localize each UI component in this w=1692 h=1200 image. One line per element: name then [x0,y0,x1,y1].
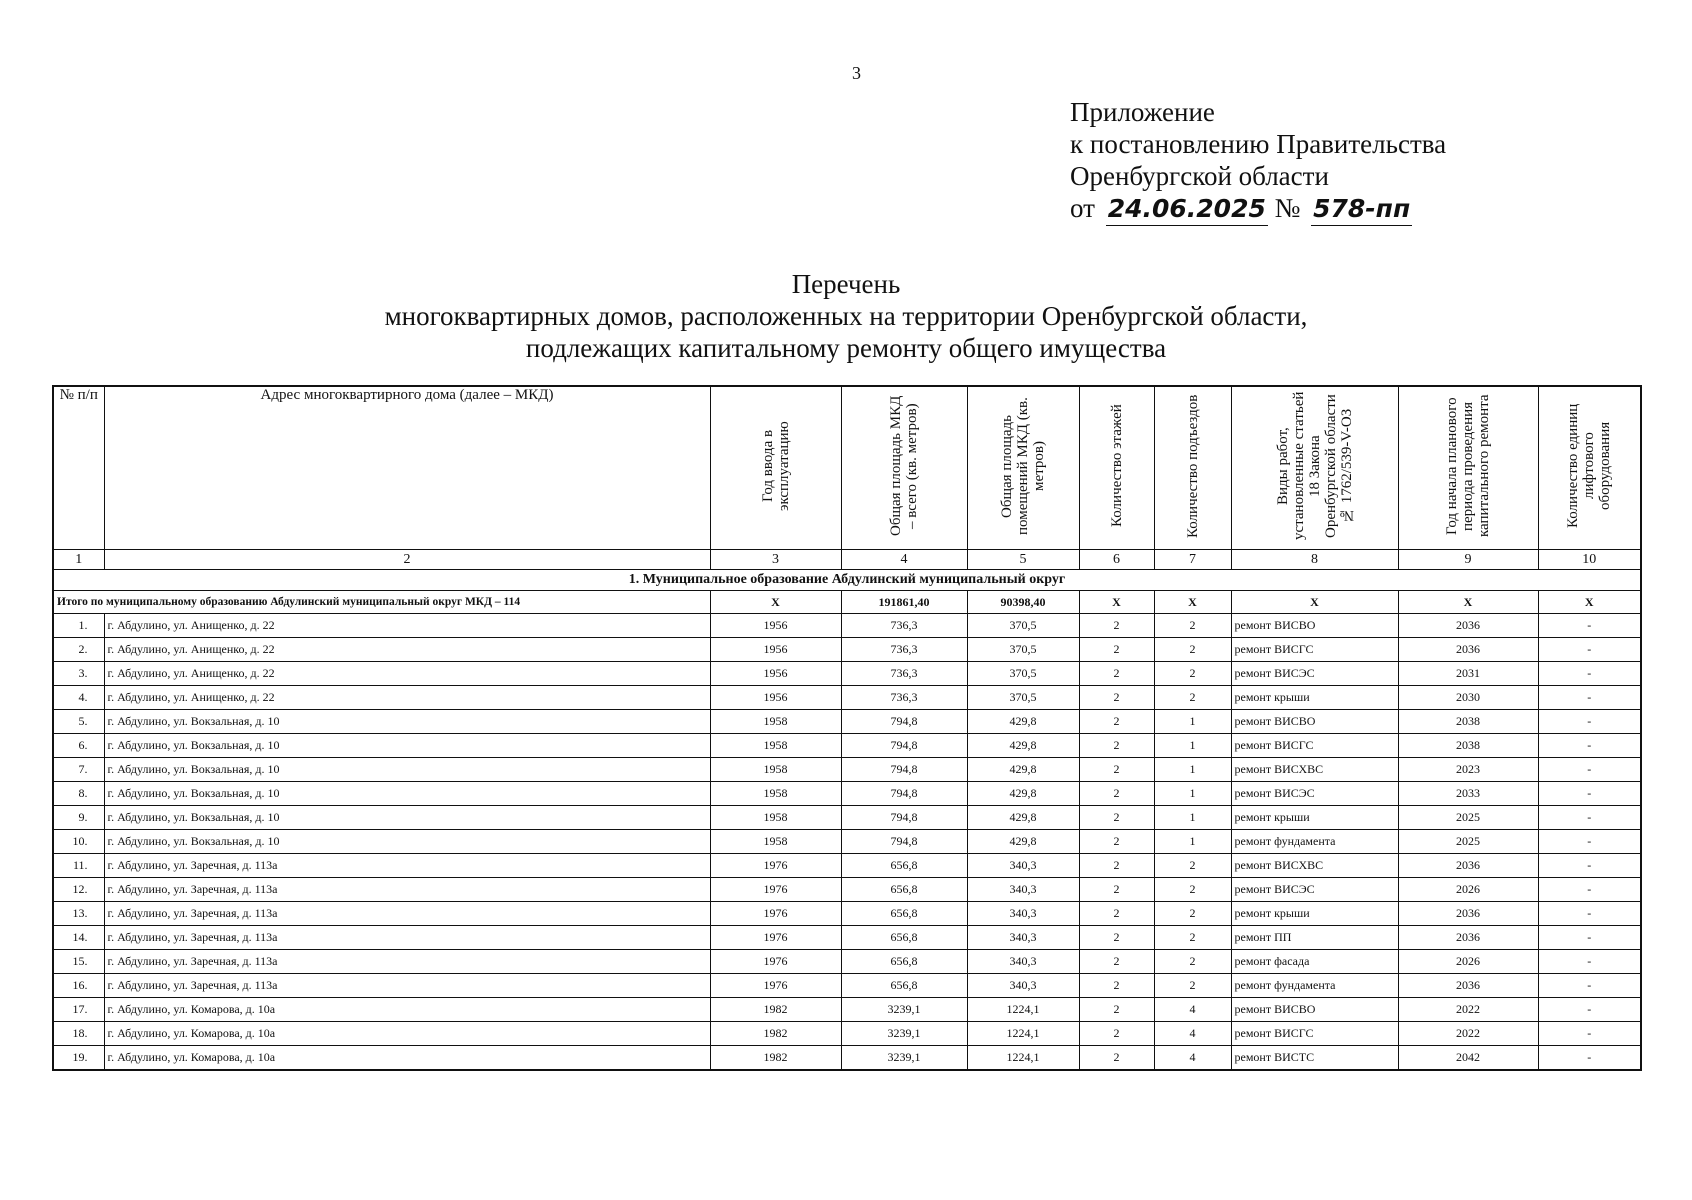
row-area-rooms: 370,5 [967,686,1079,710]
row-entrances: 2 [1154,686,1231,710]
row-year: 1958 [710,734,841,758]
row-area-total: 3239,1 [841,1022,967,1046]
row-area-total: 3239,1 [841,1046,967,1071]
row-start-year: 2036 [1398,902,1538,926]
row-area-rooms: 429,8 [967,710,1079,734]
row-year: 1976 [710,878,841,902]
row-floors: 2 [1079,782,1154,806]
row-entrances: 4 [1154,1046,1231,1071]
column-number: 5 [967,550,1079,570]
row-start-year: 2025 [1398,806,1538,830]
row-start-year: 2036 [1398,974,1538,998]
handwritten-number: 578-пп [1311,193,1412,226]
table-row [53,806,1641,830]
column-number: 10 [1538,550,1641,570]
row-year: 1976 [710,950,841,974]
row-index: 11. [53,854,104,878]
row-entrances: 1 [1154,710,1231,734]
row-address: г. Абдулино, ул. Анищенко, д. 22 [104,662,710,686]
header-area-total: Общая площадь МКД – всего (кв. метров) [841,386,967,550]
header-start-year: Год начала планового периода проведения капитального ремонта [1398,386,1538,550]
row-floors: 2 [1079,926,1154,950]
row-year: 1976 [710,854,841,878]
row-area-total: 794,8 [841,806,967,830]
table-row [53,782,1641,806]
row-lifts: - [1538,902,1641,926]
row-year: 1976 [710,902,841,926]
row-address: г. Абдулино, ул. Вокзальная, д. 10 [104,782,710,806]
row-start-year: 2026 [1398,950,1538,974]
row-floors: 2 [1079,806,1154,830]
table-row [53,638,1641,662]
row-work-type: ремонт крыши [1231,806,1398,830]
table-row [53,878,1641,902]
row-work-type: ремонт крыши [1231,902,1398,926]
number-prefix: № [1274,193,1301,223]
appendix-line1: Приложение [1070,97,1215,127]
header-entrances: Количество подъездов [1154,386,1231,550]
row-lifts: - [1538,662,1641,686]
title-line1: Перечень [791,269,901,299]
row-area-total: 736,3 [841,614,967,638]
row-area-rooms: 340,3 [967,902,1079,926]
row-work-type: ремонт ВИСХВС [1231,854,1398,878]
row-lifts: - [1538,926,1641,950]
row-start-year: 2026 [1398,878,1538,902]
row-start-year: 2022 [1398,1022,1538,1046]
column-number: 4 [841,550,967,570]
table-row [53,758,1641,782]
row-index: 6. [53,734,104,758]
row-area-rooms: 340,3 [967,950,1079,974]
row-index: 10. [53,830,104,854]
row-floors: 2 [1079,662,1154,686]
row-area-total: 794,8 [841,782,967,806]
row-lifts: - [1538,806,1641,830]
row-work-type: ремонт фундамента [1231,830,1398,854]
column-number: 3 [710,550,841,570]
page-number: 3 [852,63,861,83]
row-address: г. Абдулино, ул. Заречная, д. 113а [104,926,710,950]
row-start-year: 2031 [1398,662,1538,686]
table-row [53,950,1641,974]
row-lifts: - [1538,758,1641,782]
row-area-rooms: 1224,1 [967,1046,1079,1071]
row-address: г. Абдулино, ул. Заречная, д. 113а [104,854,710,878]
row-start-year: 2022 [1398,998,1538,1022]
table-row [53,998,1641,1022]
row-work-type: ремонт ВИСГС [1231,638,1398,662]
total-label: Итого по муниципальному образованию Абдулинский муниципальный округ МКД – 114 [53,591,710,614]
row-entrances: 1 [1154,758,1231,782]
row-year: 1982 [710,1022,841,1046]
row-lifts: - [1538,974,1641,998]
date-prefix: от [1070,193,1095,223]
row-work-type: ремонт ВИСТС [1231,1046,1398,1071]
row-year: 1956 [710,638,841,662]
row-lifts: - [1538,878,1641,902]
row-entrances: 2 [1154,878,1231,902]
column-number: 2 [104,550,710,570]
row-area-total: 736,3 [841,662,967,686]
row-entrances: 2 [1154,950,1231,974]
row-work-type: ремонт ВИСВО [1231,710,1398,734]
header-address: Адрес многоквартирного дома (далее – МКД) [104,386,710,550]
row-lifts: - [1538,1046,1641,1071]
header-work-types: Виды работ, установленные статьей 18 Закона Оренбургской области № 1762/539-V-ОЗ [1231,386,1398,550]
row-area-total: 794,8 [841,710,967,734]
appendix-line2: к постановлению Правительства [1070,129,1447,159]
row-start-year: 2036 [1398,614,1538,638]
row-work-type: ремонт ВИСЭС [1231,782,1398,806]
row-area-total: 656,8 [841,950,967,974]
row-year: 1982 [710,998,841,1022]
row-start-year: 2033 [1398,782,1538,806]
row-area-total: 736,3 [841,638,967,662]
row-floors: 2 [1079,710,1154,734]
row-area-total: 794,8 [841,734,967,758]
row-year: 1956 [710,686,841,710]
row-work-type: ремонт ВИСЭС [1231,662,1398,686]
row-floors: 2 [1079,974,1154,998]
table-row [53,710,1641,734]
row-area-total: 656,8 [841,902,967,926]
row-floors: 2 [1079,950,1154,974]
row-area-total: 656,8 [841,926,967,950]
row-index: 16. [53,974,104,998]
row-entrances: 2 [1154,926,1231,950]
header-area-rooms: Общая площадь помещений МКД (кв. метров) [967,386,1079,550]
row-index: 17. [53,998,104,1022]
row-area-total: 794,8 [841,758,967,782]
title-line3: подлежащих капитальному ремонту общего имущества [525,333,1167,363]
row-floors: 2 [1079,734,1154,758]
section-row [53,570,1641,591]
row-start-year: 2036 [1398,854,1538,878]
row-address: г. Абдулино, ул. Комарова, д. 10а [104,1022,710,1046]
row-year: 1976 [710,926,841,950]
row-entrances: 2 [1154,974,1231,998]
column-number: 8 [1231,550,1398,570]
row-area-total: 3239,1 [841,998,967,1022]
buildings-table [52,385,1642,1071]
row-index: 9. [53,806,104,830]
row-address: г. Абдулино, ул. Анищенко, д. 22 [104,638,710,662]
row-start-year: 2042 [1398,1046,1538,1071]
row-year: 1982 [710,1046,841,1071]
handwritten-date: 24.06.2025 [1106,193,1268,226]
row-address: г. Абдулино, ул. Вокзальная, д. 10 [104,734,710,758]
row-address: г. Абдулино, ул. Комарова, д. 10а [104,1046,710,1071]
row-floors: 2 [1079,998,1154,1022]
row-year: 1958 [710,710,841,734]
table-row [53,686,1641,710]
row-area-rooms: 429,8 [967,782,1079,806]
row-index: 7. [53,758,104,782]
row-work-type: ремонт ВИСХВС [1231,758,1398,782]
row-floors: 2 [1079,1046,1154,1071]
column-number: 9 [1398,550,1538,570]
row-address: г. Абдулино, ул. Вокзальная, д. 10 [104,710,710,734]
row-year: 1976 [710,974,841,998]
row-address: г. Абдулино, ул. Заречная, д. 113а [104,974,710,998]
row-start-year: 2036 [1398,638,1538,662]
column-number: 6 [1079,550,1154,570]
table-row [53,734,1641,758]
section-title: 1. Муниципальное образование Абдулинский муниципальный округ [53,570,1641,591]
row-year: 1958 [710,830,841,854]
row-floors: 2 [1079,902,1154,926]
row-lifts: - [1538,782,1641,806]
row-entrances: 2 [1154,662,1231,686]
row-address: г. Абдулино, ул. Заречная, д. 113а [104,950,710,974]
row-start-year: 2038 [1398,734,1538,758]
total-work: Х [1231,591,1398,614]
row-floors: 2 [1079,1022,1154,1046]
row-index: 19. [53,1046,104,1071]
table-row [53,854,1641,878]
row-lifts: - [1538,734,1641,758]
row-area-rooms: 340,3 [967,854,1079,878]
row-lifts: - [1538,854,1641,878]
row-start-year: 2023 [1398,758,1538,782]
row-floors: 2 [1079,686,1154,710]
row-index: 4. [53,686,104,710]
row-address: г. Абдулино, ул. Анищенко, д. 22 [104,686,710,710]
row-entrances: 2 [1154,854,1231,878]
row-area-rooms: 429,8 [967,830,1079,854]
row-address: г. Абдулино, ул. Заречная, д. 113а [104,878,710,902]
row-index: 5. [53,710,104,734]
total-lifts: Х [1538,591,1641,614]
table-row [53,830,1641,854]
table-row [53,974,1641,998]
column-number: 1 [53,550,104,570]
row-lifts: - [1538,614,1641,638]
row-entrances: 4 [1154,1022,1231,1046]
row-area-rooms: 340,3 [967,926,1079,950]
document-title [0,268,1692,364]
row-area-total: 656,8 [841,854,967,878]
row-year: 1956 [710,614,841,638]
row-year: 1956 [710,662,841,686]
row-entrances: 1 [1154,806,1231,830]
total-area-rooms: 90398,40 [967,591,1079,614]
appendix-line3: Оренбургской области [1070,161,1329,191]
row-area-rooms: 340,3 [967,974,1079,998]
row-work-type: ремонт ВИСГС [1231,1022,1398,1046]
column-number: 7 [1154,550,1231,570]
table-row [53,662,1641,686]
row-work-type: ремонт ВИСВО [1231,614,1398,638]
total-area: 191861,40 [841,591,967,614]
row-floors: 2 [1079,878,1154,902]
header-floors: Количество этажей [1079,386,1154,550]
row-lifts: - [1538,950,1641,974]
row-entrances: 1 [1154,782,1231,806]
header-row [53,386,1641,550]
row-area-rooms: 429,8 [967,758,1079,782]
row-index: 3. [53,662,104,686]
row-year: 1958 [710,782,841,806]
column-number-row [53,550,1641,570]
row-area-rooms: 1224,1 [967,1022,1079,1046]
row-start-year: 2030 [1398,686,1538,710]
header-lifts: Количество единиц лифтового оборудования [1538,386,1641,550]
row-floors: 2 [1079,638,1154,662]
row-area-total: 736,3 [841,686,967,710]
row-floors: 2 [1079,758,1154,782]
row-area-rooms: 429,8 [967,806,1079,830]
row-area-total: 656,8 [841,974,967,998]
row-area-total: 794,8 [841,830,967,854]
row-address: г. Абдулино, ул. Анищенко, д. 22 [104,614,710,638]
row-year: 1958 [710,758,841,782]
row-index: 2. [53,638,104,662]
row-lifts: - [1538,1022,1641,1046]
row-entrances: 1 [1154,830,1231,854]
row-index: 13. [53,902,104,926]
row-work-type: ремонт фундамента [1231,974,1398,998]
row-lifts: - [1538,710,1641,734]
row-floors: 2 [1079,854,1154,878]
row-area-rooms: 370,5 [967,662,1079,686]
total-floors: Х [1079,591,1154,614]
row-entrances: 2 [1154,614,1231,638]
header-year: Год ввода в эксплуатацию [710,386,841,550]
row-address: г. Абдулино, ул. Вокзальная, д. 10 [104,830,710,854]
row-floors: 2 [1079,614,1154,638]
row-start-year: 2036 [1398,926,1538,950]
row-address: г. Абдулино, ул. Вокзальная, д. 10 [104,806,710,830]
row-address: г. Абдулино, ул. Комарова, д. 10а [104,998,710,1022]
row-work-type: ремонт ПП [1231,926,1398,950]
total-year: Х [710,591,841,614]
row-address: г. Абдулино, ул. Вокзальная, д. 10 [104,758,710,782]
row-entrances: 2 [1154,902,1231,926]
row-area-rooms: 370,5 [967,638,1079,662]
row-area-total: 656,8 [841,878,967,902]
row-lifts: - [1538,638,1641,662]
row-work-type: ремонт ВИСВО [1231,998,1398,1022]
total-start-year: Х [1398,591,1538,614]
row-index: 1. [53,614,104,638]
row-area-rooms: 429,8 [967,734,1079,758]
title-line2: многоквартирных домов, расположенных на территории Оренбургской области, [384,301,1308,331]
row-address: г. Абдулино, ул. Заречная, д. 113а [104,902,710,926]
table-row [53,1022,1641,1046]
row-area-rooms: 1224,1 [967,998,1079,1022]
row-area-rooms: 340,3 [967,878,1079,902]
row-floors: 2 [1079,830,1154,854]
row-index: 12. [53,878,104,902]
row-area-rooms: 370,5 [967,614,1079,638]
appendix-block [1070,96,1446,226]
row-work-type: ремонт ВИСЭС [1231,878,1398,902]
row-index: 15. [53,950,104,974]
table-row [53,902,1641,926]
row-work-type: ремонт ВИСГС [1231,734,1398,758]
table-row [53,1046,1641,1071]
row-lifts: - [1538,686,1641,710]
row-index: 14. [53,926,104,950]
header-no: № п/п [53,386,104,550]
row-work-type: ремонт крыши [1231,686,1398,710]
table-row [53,926,1641,950]
table-row [53,614,1641,638]
row-entrances: 2 [1154,638,1231,662]
row-work-type: ремонт фасада [1231,950,1398,974]
row-start-year: 2038 [1398,710,1538,734]
row-lifts: - [1538,830,1641,854]
row-index: 18. [53,1022,104,1046]
appendix-date-line [1070,192,1446,226]
row-lifts: - [1538,998,1641,1022]
row-year: 1958 [710,806,841,830]
row-entrances: 4 [1154,998,1231,1022]
row-start-year: 2025 [1398,830,1538,854]
total-entrances: Х [1154,591,1231,614]
row-index: 8. [53,782,104,806]
row-entrances: 1 [1154,734,1231,758]
total-row [53,591,1641,614]
